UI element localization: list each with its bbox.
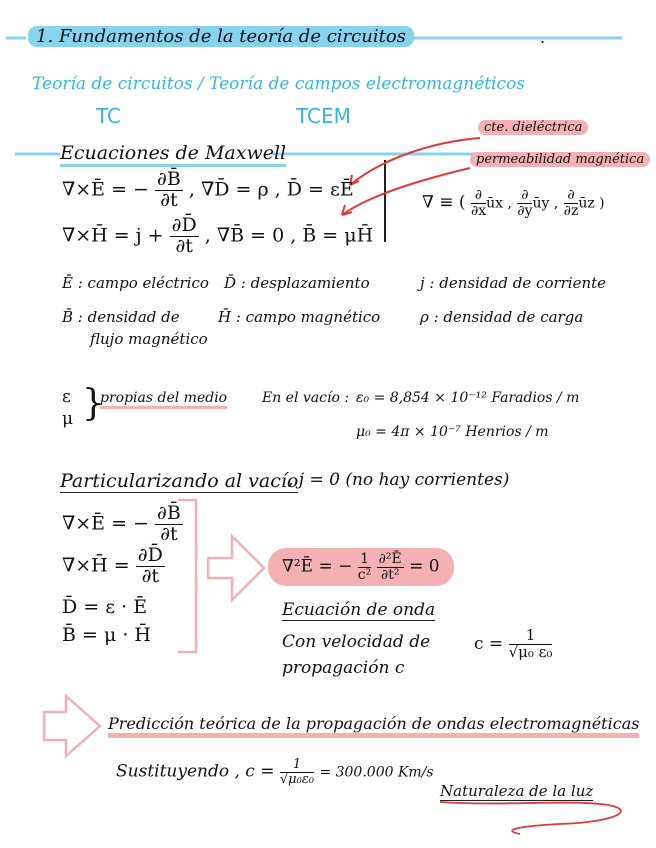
frac-num: ∂D̄: [171, 214, 197, 236]
frac-num: ∂B̄: [157, 168, 181, 190]
header-title: [28, 26, 414, 47]
header-dot: .: [540, 28, 546, 47]
mu0: μ₀ = 4π × 10⁻⁷ Henrios / m: [356, 424, 549, 440]
prediction-arrow: [44, 696, 100, 756]
def-h: H̄ : campo magnético: [218, 308, 381, 326]
vacuum-prefix: En el vacío :: [262, 390, 350, 406]
vacuum-eq-3: D̄ = ε · Ē: [62, 596, 148, 618]
frac-den: c²: [357, 566, 372, 583]
maxwell-row-1: [62, 170, 354, 211]
maxwell-title: [60, 142, 286, 164]
nature-of-light: [440, 782, 593, 800]
vacuum-title-text: Particularizando al vacío: [60, 470, 299, 492]
frac-db-dt: [155, 504, 183, 545]
wave-rhs: = 0: [409, 556, 440, 577]
curl-e: ∇×Ē = −: [62, 178, 149, 201]
def-e: Ē : campo eléctrico: [62, 274, 209, 292]
wave-label-text: Ecuación de onda: [282, 600, 436, 620]
frac-den: ∂t: [160, 188, 178, 211]
nature-swirl: [440, 802, 621, 834]
frac-den: ∂t: [160, 522, 178, 545]
vacuum-title: [60, 470, 298, 492]
frac-num: ∂B̄: [157, 502, 181, 524]
div-b: , ∇B̄ = 0 ,: [204, 224, 297, 247]
prediction-title: [108, 714, 639, 733]
frac-num: 1: [358, 552, 371, 568]
frac-num: 1: [280, 758, 314, 773]
nature-of-light-text: Naturaleza de la luz: [440, 782, 594, 800]
unit-x: ūx ,: [486, 195, 512, 212]
label-permeabilidad-text: permeabilidad magnética: [470, 152, 650, 167]
wave-label: [282, 600, 435, 620]
epsilon0: ε₀ = 8,854 × 10⁻¹² Faradios / m: [356, 390, 580, 406]
frac-den: √μ₀ε₀: [279, 771, 315, 787]
frac-num: ∂²Ē: [378, 551, 402, 567]
maxwell-row-2: [62, 216, 373, 257]
vacuum-eq-4: B̄ = μ · H̄: [62, 624, 151, 646]
c-lhs: c =: [474, 633, 504, 654]
frac-den: √μ₀ ε₀: [508, 642, 553, 661]
wave-equation: [268, 548, 454, 586]
frac-num: ∂: [517, 188, 532, 204]
speed-line-2: propagación c: [282, 658, 405, 678]
d-eq: D̄ = εĒ: [286, 178, 354, 201]
nabla-lhs: ∇ ≡ (: [422, 192, 466, 213]
frac-den: ∂y: [517, 202, 533, 219]
abbrev-tc: TC: [96, 104, 122, 128]
substitution-frac: [280, 758, 314, 786]
media-label-text: propias del medio: [100, 390, 227, 409]
nabla-term-z: [564, 188, 579, 218]
header-title-text: 1. Fundamentos de la teoría de circuitos: [28, 26, 414, 47]
vacuum-condition: , j = 0 (no hay corrientes): [288, 470, 510, 490]
def-b-2: flujo magnético: [90, 330, 208, 348]
label-cte-dielectrica-text: cte. dieléctrica: [478, 120, 588, 135]
substitution-result: = 300.000 Km/s: [319, 764, 434, 781]
b-eq: B̄ = μH̄: [302, 224, 374, 247]
frac-den: ∂x: [470, 202, 487, 219]
nabla-term-y: [517, 188, 532, 218]
subtitle: Teoría de circuitos / Teoría de campos electromagnéticos: [32, 74, 526, 94]
prediction-title-text: Predicción teórica de la propagación de ondas electromagnéticas: [108, 714, 639, 738]
div-d: , ∇D̄ = ρ ,: [188, 178, 281, 201]
media-brace: }: [82, 383, 105, 424]
vacuum-eq-1: [62, 504, 183, 545]
substitution-prefix: Sustituyendo , c =: [116, 761, 275, 782]
frac-db-dt: [155, 170, 183, 211]
nabla-term-x: [471, 188, 486, 218]
frac-den: ∂t: [175, 234, 193, 257]
frac-num: ∂D̄: [137, 544, 163, 566]
def-rho: ρ : densidad de carga: [420, 308, 584, 326]
maxwell-title-text: Ecuaciones de Maxwell: [60, 142, 286, 167]
vacuum-eq-2: [62, 546, 165, 587]
frac-den: ∂t²: [380, 566, 400, 583]
speed-line-1: Con velocidad de: [282, 632, 431, 652]
abbrev-tcem: TCEM: [296, 104, 351, 128]
implies-arrow: [208, 536, 264, 600]
wave-lhs: ∇²Ē = −: [282, 556, 353, 577]
frac-den: ∂t: [141, 564, 160, 587]
label-cte-dielectrica: [478, 120, 588, 135]
unit-y: ūy ,: [532, 195, 559, 212]
curl-h: ∇×H̄ = j +: [62, 224, 164, 247]
eq-lhs: ∇×Ē = −: [62, 512, 149, 535]
frac-num: ∂: [564, 188, 579, 204]
substitution: [116, 758, 434, 786]
frac-num: 1: [509, 628, 553, 645]
c-frac: [509, 628, 553, 661]
c-formula: [474, 628, 552, 661]
def-b-1: B̄ : densidad de: [62, 308, 180, 326]
wave-frac-1: [358, 552, 371, 582]
frac-dd-dt: [170, 216, 199, 257]
unit-z: ūz ): [578, 195, 605, 212]
nabla-definition: [422, 188, 605, 218]
def-j: j : densidad de corriente: [420, 274, 607, 292]
eq-lhs: ∇×H̄ =: [62, 554, 130, 577]
label-permeabilidad: [470, 152, 650, 167]
frac-dd-dt: [136, 546, 165, 587]
arrow-to-epsilon: [350, 138, 480, 185]
def-d: D̄ : desplazamiento: [224, 274, 370, 292]
media-symbols: ε μ: [62, 387, 74, 429]
wave-frac-2: [377, 552, 404, 582]
frac-num: ∂: [471, 188, 486, 204]
frac-den: ∂z: [563, 202, 579, 219]
media-label: [100, 390, 227, 406]
